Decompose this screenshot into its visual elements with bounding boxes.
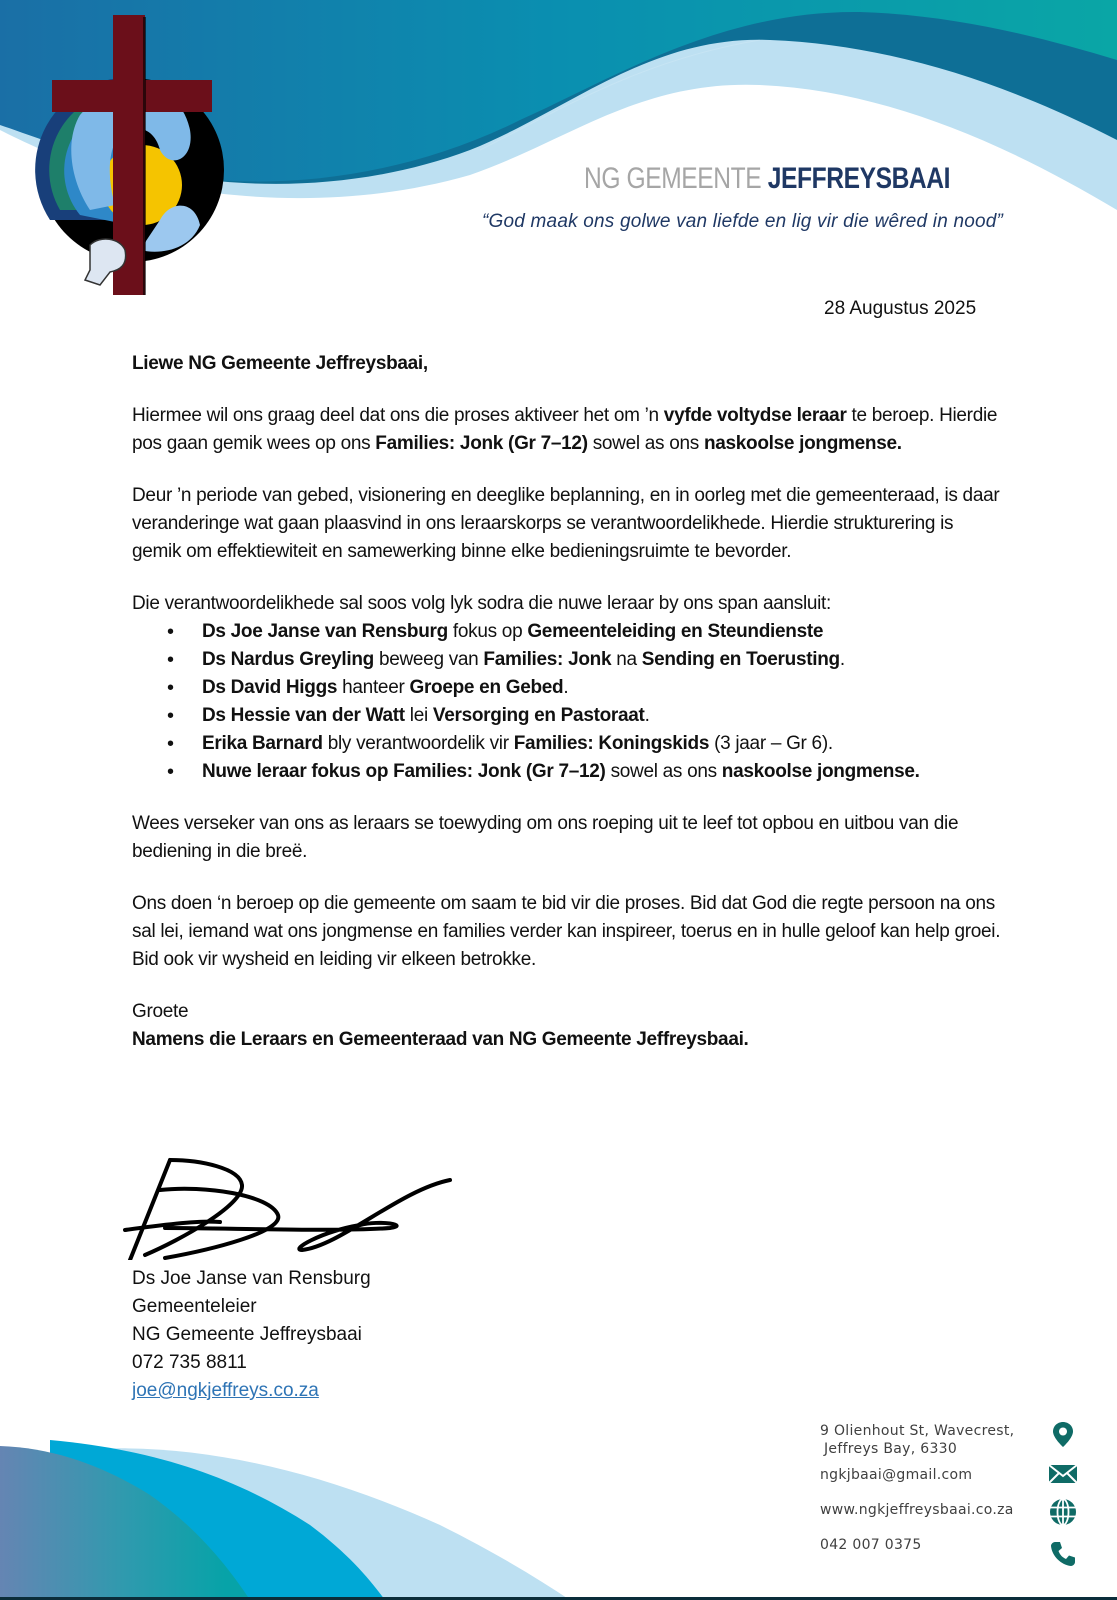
duties-list <box>132 618 1002 786</box>
contact-website[interactable]: www.ngkjeffreysbaai.co.za <box>820 1502 1014 1518</box>
contact-phone: 042 007 0375 <box>820 1537 922 1553</box>
role: Sending en Toerusting <box>641 649 840 670</box>
emphasis: vyfde voltydse leraar <box>663 405 847 426</box>
person: Ds Nardus Greyling <box>202 649 374 670</box>
org-name-prefix: NG GEMEENTE <box>584 162 762 195</box>
envelope-icon <box>1048 1459 1078 1489</box>
church-logo-icon <box>30 10 235 305</box>
role: naskoolse jongmense. <box>721 761 920 782</box>
role: Families: Koningskids <box>513 733 710 754</box>
signatory-block <box>132 1265 371 1405</box>
list-item <box>202 646 1002 674</box>
text: na <box>611 649 642 670</box>
globe-icon <box>1048 1497 1078 1527</box>
text: fokus op <box>447 621 528 642</box>
person: Ds Hessie van der Watt <box>202 705 405 726</box>
paragraph-2: Deur ’n periode van gebed, visionering en deeglike beplanning, en in oorleg met die gemeenteraad, is daar veranderinge wat gaan plaasvind in ons leraarskorps se verantwoordelikhede. Hierdie strukturering is gemik om effektiewiteit en samewerking binne elke bedieningsruimte te bevorder. <box>132 485 1000 562</box>
motto: “God maak ons golwe van liefde en lig vir die wêred in nood” <box>482 211 1004 232</box>
person: Erika Barnard <box>202 733 323 754</box>
signatory-title: Gemeenteleier <box>132 1296 257 1317</box>
text: sowel as ons <box>587 433 704 454</box>
list-item <box>202 702 1002 730</box>
paragraph-1 <box>132 402 1002 458</box>
list-item <box>202 674 1002 702</box>
map-pin-icon <box>1048 1419 1078 1449</box>
signature-image <box>120 1150 460 1260</box>
role: Gemeenteleiding en Steundienste <box>527 621 824 642</box>
signatory-org: NG Gemeente Jeffreysbaai <box>132 1324 362 1345</box>
footer-wave <box>0 1440 1117 1600</box>
text: te beroep. Hierdie pos gaan gemik wees op ons <box>132 405 998 454</box>
closing: Groete <box>132 1001 189 1022</box>
role: Groepe en Gebed <box>409 677 564 698</box>
list-item <box>202 730 1002 758</box>
text: Hiermee wil ons graag deel dat ons die proses aktiveer het om ’n <box>132 405 664 426</box>
list-item <box>202 758 1002 786</box>
address-line-1: 9 Olienhout St, Wavecrest, <box>820 1423 1015 1439</box>
signatory-name: Ds Joe Janse van Rensburg <box>132 1268 371 1289</box>
role: Versorging en Pastoraat <box>432 705 645 726</box>
text: . <box>644 705 650 726</box>
person: Nuwe leraar fokus op Families: Jonk (Gr 7–12) <box>202 761 606 782</box>
signatory-email-link[interactable]: joe@ngkjeffreys.co.za <box>132 1380 319 1401</box>
list-item <box>202 618 1002 646</box>
contact-email[interactable]: ngkjbaai@gmail.com <box>820 1467 973 1483</box>
text: bly verantwoordelik vir <box>322 733 514 754</box>
paragraph-5: Ons doen ‘n beroep op die gemeente om saam te bid vir die proses. Bid dat God die regte persoon na ons sal lei, iemand wat ons jongmense en families verder kan inspireer, toerus en in hulle geloof kan help groei. Bid ook vir wysheid en leiding vir elkeen betrokke. <box>132 893 1001 970</box>
letter-body <box>132 350 1002 1054</box>
emphasis: Families: Jonk (Gr 7–12) <box>375 433 588 454</box>
text: lei <box>404 705 433 726</box>
closing-from-text: Namens die Leraars en Gemeenteraad van NG Gemeente Jeffreysbaai. <box>132 1029 749 1050</box>
letter-date: 28 Augustus 2025 <box>824 298 977 319</box>
duties-intro: Die verantwoordelikhede sal soos volg lyk sodra die nuwe leraar by ons span aansluit: <box>132 593 832 614</box>
text: hanteer <box>337 677 410 698</box>
role: Families: Jonk <box>483 649 612 670</box>
text: (3 jaar – Gr 6). <box>709 733 833 754</box>
phone-icon <box>1048 1539 1078 1569</box>
org-name <box>584 162 950 196</box>
greeting: Liewe NG Gemeente Jeffreysbaai, <box>132 353 428 374</box>
closing-from <box>132 1026 1002 1054</box>
text: sowel as ons <box>605 761 722 782</box>
emphasis: naskoolse jongmense. <box>703 433 902 454</box>
person: Ds David Higgs <box>202 677 338 698</box>
paragraph-4: Wees verseker van ons as leraars se toewyding om ons roeping uit te leef tot opbou en uitbou van die bediening in die breë. <box>132 813 959 862</box>
text: beweeg van <box>373 649 484 670</box>
signatory-phone: 072 735 8811 <box>132 1352 247 1373</box>
text: . <box>839 649 845 670</box>
address-line-2: Jeffreys Bay, 6330 <box>824 1441 958 1457</box>
person: Ds Joe Janse van Rensburg <box>202 621 448 642</box>
org-name-suffix: JEFFREYSBAAI <box>767 162 951 195</box>
text: . <box>563 677 569 698</box>
